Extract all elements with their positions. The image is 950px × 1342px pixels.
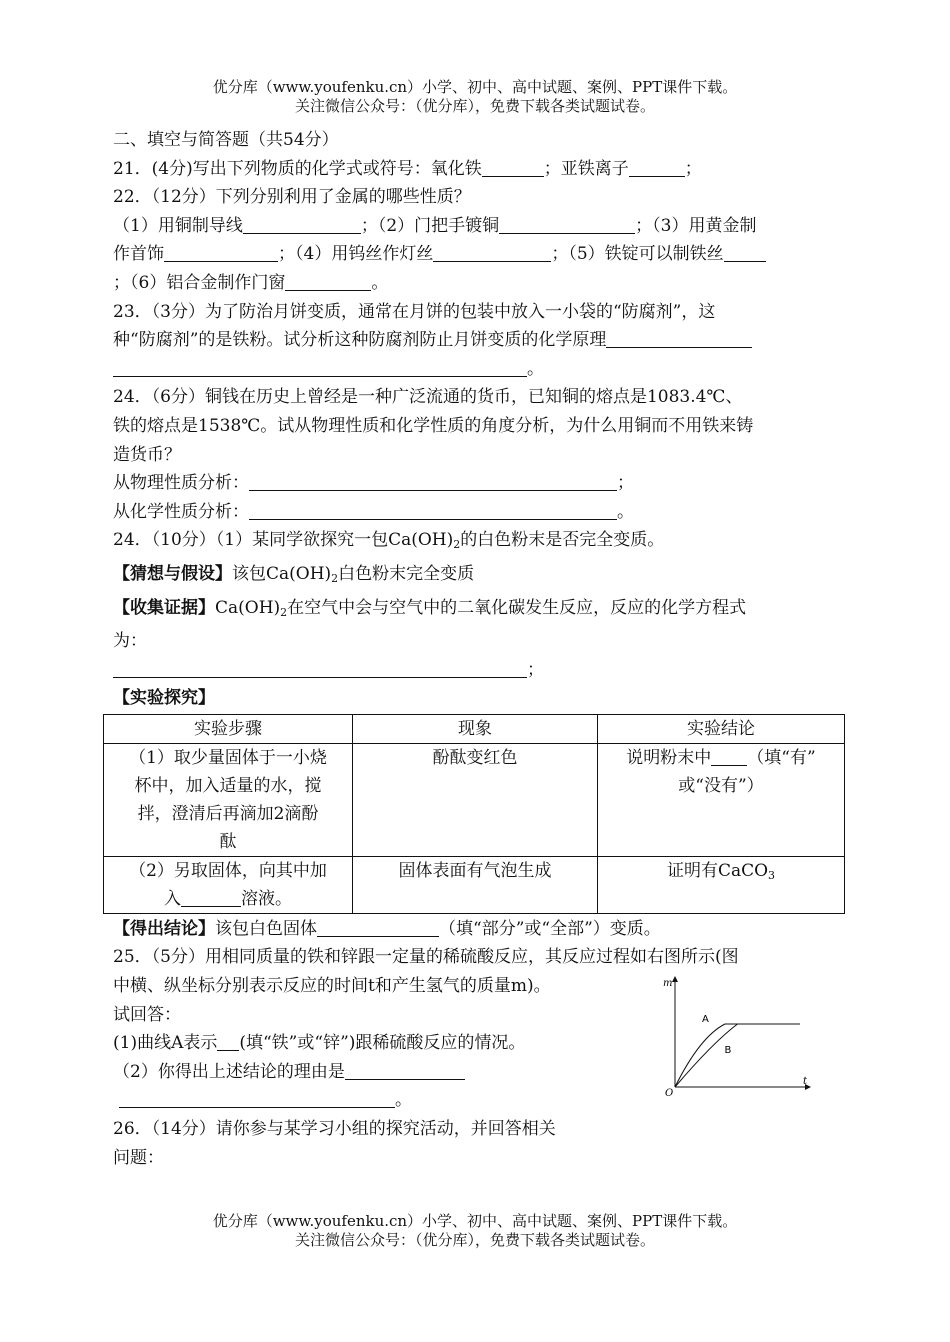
question-23-line-2: 种“防腐剂”的是铁粉。试分析这种防腐剂防止月饼变质的化学原理: [113, 326, 843, 355]
experiment-heading: 【实验探究】: [113, 688, 215, 709]
question-22-stem: 22．（12分）下列分别利用了金属的哪些性质？: [113, 187, 471, 208]
question-24-line-1: 24．（6分）铜钱在历史上曾经是一种广泛流通的货币，已知铜的熔点是1083.4℃、: [113, 387, 743, 408]
question-22-line-2: （1）用铜制导线 ；（2）门把手镀铜 ；（3）用黄金制: [113, 215, 757, 236]
hypothesis: 【猜想与假设】该包$Ca(OH)_2$白色粉末完全变质: [113, 563, 475, 585]
question-24-line-2: 铁的熔点是1538℃。试从物理性质和化学性质的角度分析，为什么用铜而不用铁来铸: [113, 415, 754, 436]
question-26-line-1: 26．（14分）请你参与某学习小组的探究活动，并回答相关: [113, 1119, 556, 1140]
question-25-line-2: 中横、纵坐标分别表示反应的时间t和产生氢气的质量m)。: [113, 976, 551, 997]
blank[interactable]: [243, 215, 361, 234]
table-row: [104, 856, 845, 913]
blank[interactable]: [317, 918, 439, 937]
blank[interactable]: [433, 243, 551, 262]
blank[interactable]: [113, 659, 527, 678]
table-header-row: [104, 714, 845, 743]
blank[interactable]: [711, 747, 747, 766]
table-header: 现象: [353, 714, 598, 743]
footer-line-1: 优分库（www.youfenku.cn）小学、初中、高中试题、案例、PPT课件下载。: [212, 1212, 738, 1230]
question-22-line-3: 作首饰 ；（4）用钨丝作灯丝 ；（5）铁锭可以制铁丝: [113, 240, 843, 269]
blank[interactable]: [249, 472, 617, 491]
conclusion-cell: 说明粉末中 （填“有” 或“没有”）: [598, 743, 845, 856]
blank[interactable]: [119, 1089, 395, 1108]
question-25-line-4: (1)曲线A表示 (填“铁”或“锌”)跟稀硫酸反应的情况。: [113, 1033, 526, 1054]
page-footer: [0, 1212, 950, 1250]
question-25-line-1: 25．（5分）用相同质量的铁和锌跟一定量的稀硫酸反应，其反应过程如右图所示(图: [113, 947, 739, 968]
question-23-line-1: 23．（3分）为了防治月饼变质，通常在月饼的包装中放入一小袋的“防腐剂”，这: [113, 301, 716, 322]
x-axis-label: t: [803, 1076, 808, 1087]
blank[interactable]: [113, 358, 527, 377]
step-cell: （2）另取固体，向其中加 入 溶液。: [104, 856, 353, 913]
series-label-a: A: [702, 1014, 709, 1025]
question-21: 21．(4分)写出下列物质的化学式或符号：氧化铁 ；亚铁离子 ；: [113, 158, 702, 179]
series-line-b: [675, 1024, 800, 1087]
section-title: 二、填空与简答题（共54分）: [113, 130, 339, 150]
blank[interactable]: [164, 243, 278, 262]
reaction-chart: [655, 972, 815, 1097]
series-label-b: B: [724, 1044, 732, 1056]
phenomenon-cell: 酚酞变红色: [353, 743, 598, 856]
y-axis-label: m: [663, 978, 673, 989]
header-line-1: 优分库（www.youfenku.cn）小学、初中、高中试题、案例、PPT课件下载。: [212, 78, 738, 96]
question-25-line-3: 试回答：: [113, 1004, 181, 1025]
question-23-line-3: 。: [113, 355, 843, 384]
y-axis-arrow: [672, 976, 678, 982]
blank[interactable]: [217, 1032, 239, 1051]
table-header: 实验结论: [598, 714, 845, 743]
step-cell: （1）取少量固体于一小烧 杯中，加入适量的水，搅 拌，澄清后再滴加2滴酚 酞: [104, 743, 353, 856]
evidence: 【收集证据】$Ca(OH)_2$在空气中会与空气中的二氧化碳发生反应，反应的化学方程式: [113, 597, 747, 619]
physical-analysis: 从物理性质分析： ；: [113, 473, 634, 494]
origin-label: O: [665, 1088, 674, 1097]
question-24b-stem: 24．（10分）（1）某同学欲探究一包$Ca(OH)_2$的白色粉末是否完全变质。: [113, 530, 665, 552]
evidence-line-2: 为：: [113, 631, 147, 652]
conclusion-cell: 证明有CaCO$_3$: [598, 856, 845, 913]
blank[interactable]: [724, 243, 766, 262]
blank[interactable]: [249, 501, 617, 520]
question-26-line-2: 问题：: [113, 1147, 164, 1168]
series-line-a: [675, 1024, 800, 1087]
blank[interactable]: [181, 888, 241, 907]
phenomenon-cell: 固体表面有气泡生成: [353, 856, 598, 913]
equation-line: ；: [113, 656, 843, 685]
footer-line-2: 关注微信公众号：（优分库），免费下载各类试题试卷。: [294, 1231, 655, 1249]
table-row: [104, 743, 845, 856]
page-header: [0, 78, 950, 116]
experiment-table: [103, 714, 845, 914]
question-25-line-6: 。: [113, 1086, 843, 1115]
blank[interactable]: [629, 158, 685, 177]
blank[interactable]: [482, 158, 544, 177]
conclusion: 【得出结论】该包白色固体 （填“部分”或“全部”）变质。: [113, 918, 661, 939]
blank[interactable]: [606, 329, 752, 348]
blank[interactable]: [285, 272, 371, 291]
blank[interactable]: [499, 215, 635, 234]
question-22-line-4: ；（6）铝合金制作门窗 。: [113, 272, 389, 293]
table-header: 实验步骤: [104, 714, 353, 743]
question-25-line-5: （2）你得出上述结论的理由是: [113, 1058, 843, 1087]
header-line-2: 关注微信公众号：（优分库），免费下载各类试题试卷。: [294, 97, 655, 115]
chemical-analysis: 从化学性质分析： 。: [113, 501, 634, 522]
blank[interactable]: [345, 1061, 465, 1080]
question-24-line-3: 造货币？: [113, 444, 181, 465]
